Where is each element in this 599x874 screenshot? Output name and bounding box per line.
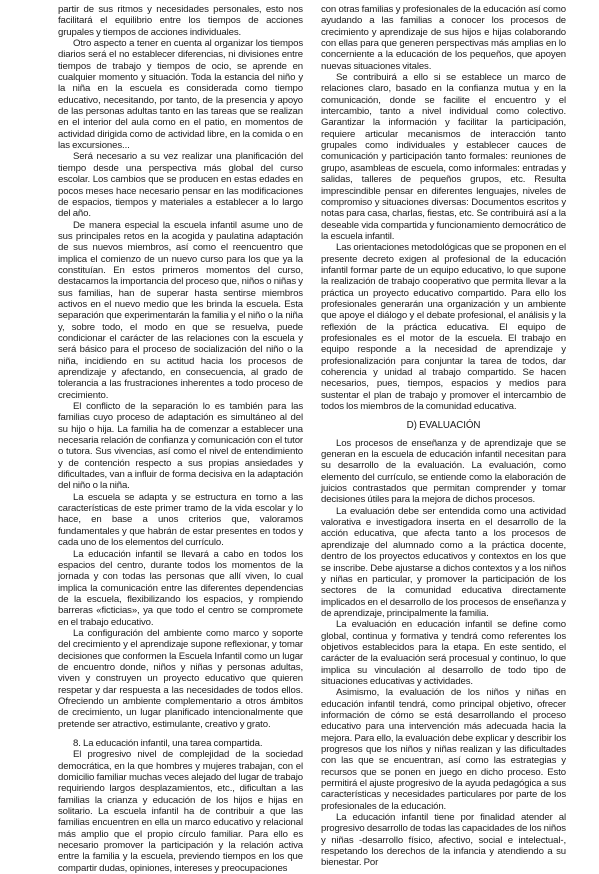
paragraph: La evaluación debe ser entendida como una actividad valorativa e investigadora inserta en el desarrollo de la acción educativa, que afecta tanto a los procesos de aprendizaje del alumnado como a la práctica docente, dentro de los proyectos educativos y contextos en los que se inscribe. Debe ajustarse a dichos contextos y a los niños y niñas en particular, y promover la participación de los sectores de la comunidad educativa directamente implicados en el desarrollo de los procesos de enseñanza y de aprendizaje, principalmente la familia. bbox=[321, 505, 566, 619]
paragraph: La evaluación en educación infantil se define como global, continua y formativa y tendrá como referentes los objetivos establecidos para la etapa. En este sentido, el carácter de la evaluación será procesual y continuo, lo que implica su vinculación al desarrollo de todo tipo de situaciones educativas y actividades. bbox=[321, 619, 566, 687]
paragraph: La educación infantil se llevará a cabo en todos los espacios del centro, durante todos los momentos de la jornada y con todas las personas que allí viven, lo cual implica la comunicación entre las diferentes dependencias de la escuela, flexibilizando los espacios, y rompiendo barreras «ficticias», ya que todo el centro se compromete en el trabajo educativo. bbox=[58, 548, 303, 628]
subsection-heading: 8. La educación infantil, una tarea compartida. bbox=[73, 738, 263, 749]
paragraph: La educación infantil tiene por finalidad atender al progresivo desarrollo de todas las capacidades de los niños y niñas -desarrollo físico, afectivo, social e intelectual-, respetando los derechos de la infancia y atendiendo a su bienestar. Por bbox=[321, 812, 566, 869]
paragraph: De manera especial la escuela infantil asume uno de sus principales retos en la acogida y paulatina adaptación de sus nuevos miembros, así como el reencuentro que implica el comienzo de un nuevo curso para los que ya la constituían. En estos primeros momentos del curso, destacamos la importancia del proceso que, niños o niñas y sus familias, han de superar hasta sentirse miembros activos en el nuevo medio que les brinda la escuela. Esta separación que experimentarán la familia y el niño o la niña y, sobre todo, el modo en que se resuelva, puede condicionar el carácter de las relaciones con la escuela y será básico para el proceso de socialización del niño o la niña, incidiendo en su actitud hacia los procesos de aprendizaje y afectando, en consecuencia, al grado de tolerancia a las frustraciones inherentes a todo proceso de crecimiento. bbox=[58, 219, 303, 401]
paragraph: partir de sus ritmos y necesidades personales, esto nos facilitará el equilibrio entre los tiempos de acciones grupales y tiempos de acciones individuales. bbox=[58, 4, 303, 38]
paragraph: Se contribuirá a ello si se establece un marco de relaciones claro, basado en la confianza mutua y en la comunicación, donde se facilite el encuentro y el intercambio, tanto a nivel individual como colectivo. Garantizar la información y facilitar la participación, requiere articular mecanismos de interacción tanto grupales como individuales y establecer cauces de comunicación y participación tanto formales: reuniones de grupo, asambleas de escuela, como informales: entradas y salidas, talleres de pequeños grupos, etc. Resulta imprescindible pensar en diferentes lenguajes, niveles de compromiso y situaciones diversas: Documentos escritos y notas para casa, charlas, fiestas, etc. Se contribuirá así a la deseable vida compartida y funcionamiento democrático de la escuela infantil. bbox=[321, 72, 566, 242]
paragraph: Asimismo, la evaluación de los niños y niñas en educación infantil tendrá, como principal objetivo, ofrecer información de cómo se está desarrollando el proceso educativo para una intervención más adecuada hacia la mejora. Para ello, la evaluación debe explicar y describir los progresos que los niños y niñas realizan y las dificultades con las que se encuentran, así como las estrategias y recursos que se ponen en juego en dicho proceso. Esto permitirá el ajuste progresivo de la ayuda pedagógica a sus características y necesidades particulares por parte de los profesionales de la educación. bbox=[321, 687, 566, 812]
left-column bbox=[58, 4, 303, 874]
paragraph: Los procesos de enseñanza y de aprendizaje que se generan en la escuela de educación infantil necesitan para su desarrollo de la evaluación. La evaluación, como elemento del currículo, se entiende como la elaboración de juicios contrastados que permitan comprender y tomar decisiones útiles para la mejora de dichos procesos. bbox=[321, 437, 566, 506]
paragraph: Las orientaciones metodológicas que se proponen en el presente decreto exigen al profesional de la educación infantil formar parte de un equipo educativo, lo que supone la realización de trabajo cooperativo que permita llevar a la práctica un proyecto educativo compartido. Para ello los profesionales generarán una organización y un ambiente que apoye el diálogo y el debate profesional, el análisis y la reflexión de la práctica educativa. El equipo de profesionales es el motor de la escuela. El trabajo en equipo responde a la necesidad de aprendizaje y profesionalización para conjuntar la tarea de todos, dar coherencia y unidad al trabajo compartido. Se hacen necesarios, pues, tiempos, espacios y medios para sustentar el plan de trabajo y promover el intercambio de todos los miembros de la comunidad educativa. bbox=[321, 242, 566, 413]
paragraph: Será necesario a su vez realizar una planificación del tiempo desde una perspectiva más global del curso escolar. Los cambios que se producen en estas edades en pocos meses hace necesario pensar en las modificaciones de espacios, tiempos y materiales a establecer a lo largo del año. bbox=[58, 151, 303, 220]
section-heading: D) EVALUACIÓN bbox=[406, 420, 481, 432]
paragraph: con otras familias y profesionales de la educación así como ayudando a las familias a conocer los procesos de crecimiento y aprendizaje de sus hijos e hijas colaborando con ellas para que generen perspectivas más amplias en lo concerniente a la educación de los pequeños, que apoyen nuevas situaciones vitales. bbox=[321, 4, 566, 72]
paragraph: Otro aspecto a tener en cuenta al organizar los tiempos diarios será el no establecer diferencias, ni divisiones entre tiempos de trabajo y tiempos de ocio, se aprende en cualquier momento y situación. Toda la estancia del niño y la niña en la escuela es considerada como tiempo educativo, necesitando, por tanto, de la presencia y apoyo de las personas adultas tanto en las tareas que se realizan en el interior del aula como en el patio, en momentos de actividad dirigida como de actividad libre, en la comida o en las excursiones... bbox=[58, 38, 303, 152]
paragraph: El progresivo nivel de complejidad de la sociedad democrática, en la que hombres y mujeres trabajan, con el domicilio familiar muchas veces alejado del lugar de trabajo requiriendo largos desplazamientos, etc., dificultan a las familias la crianza y educación de los hijos e hijas en solitario. La escuela infantil ha de contribuir a que las familias encuentren en ella un marco educativo y relacional más amplio que el propio círculo familiar. Para ello es necesario promover la participación y la relación activa entre la familia y la escuela, previendo tiempos en los que compartir dudas, opiniones, intereses y preocupaciones bbox=[58, 749, 303, 874]
paragraph: El conflicto de la separación lo es también para las familias cuyo proceso de adaptación es simultáneo al del su hijo o hija. La familia ha de comenzar a establecer una necesaria relación de confianza y comunicación con el tutor o tutora. Sus vivencias, así como el nivel de entendimiento y de contención respecto a sus propias ansiedades y dificultades, van a influir de forma decisiva en la adaptación del niño o la niña. bbox=[58, 401, 303, 492]
right-column bbox=[321, 4, 566, 869]
paragraph: La escuela se adapta y se estructura en torno a las características de este primer tramo de la vida escolar y lo hace, en base a unos criterios que, valoramos fundamentales y que habrán de estar presentes en todos y cada uno de los elementos del currículo. bbox=[58, 491, 303, 549]
paragraph: La configuración del ambiente como marco y soporte del crecimiento y el aprendizaje supone reflexionar, y tomar decisiones que conformen la Escuela Infantil como un lugar de encuentro donde, niños y niñas y personas adultas, viven y construyen un proyecto educativo que quieren respetar y dar respuesta a las necesidades de todos ellos. Ofreciendo un ambiente complementario a otros ámbitos de crecimiento, un lugar planificado intencionalmente que pretende ser atractivo, estimulante, creativo y grato. bbox=[58, 627, 303, 730]
